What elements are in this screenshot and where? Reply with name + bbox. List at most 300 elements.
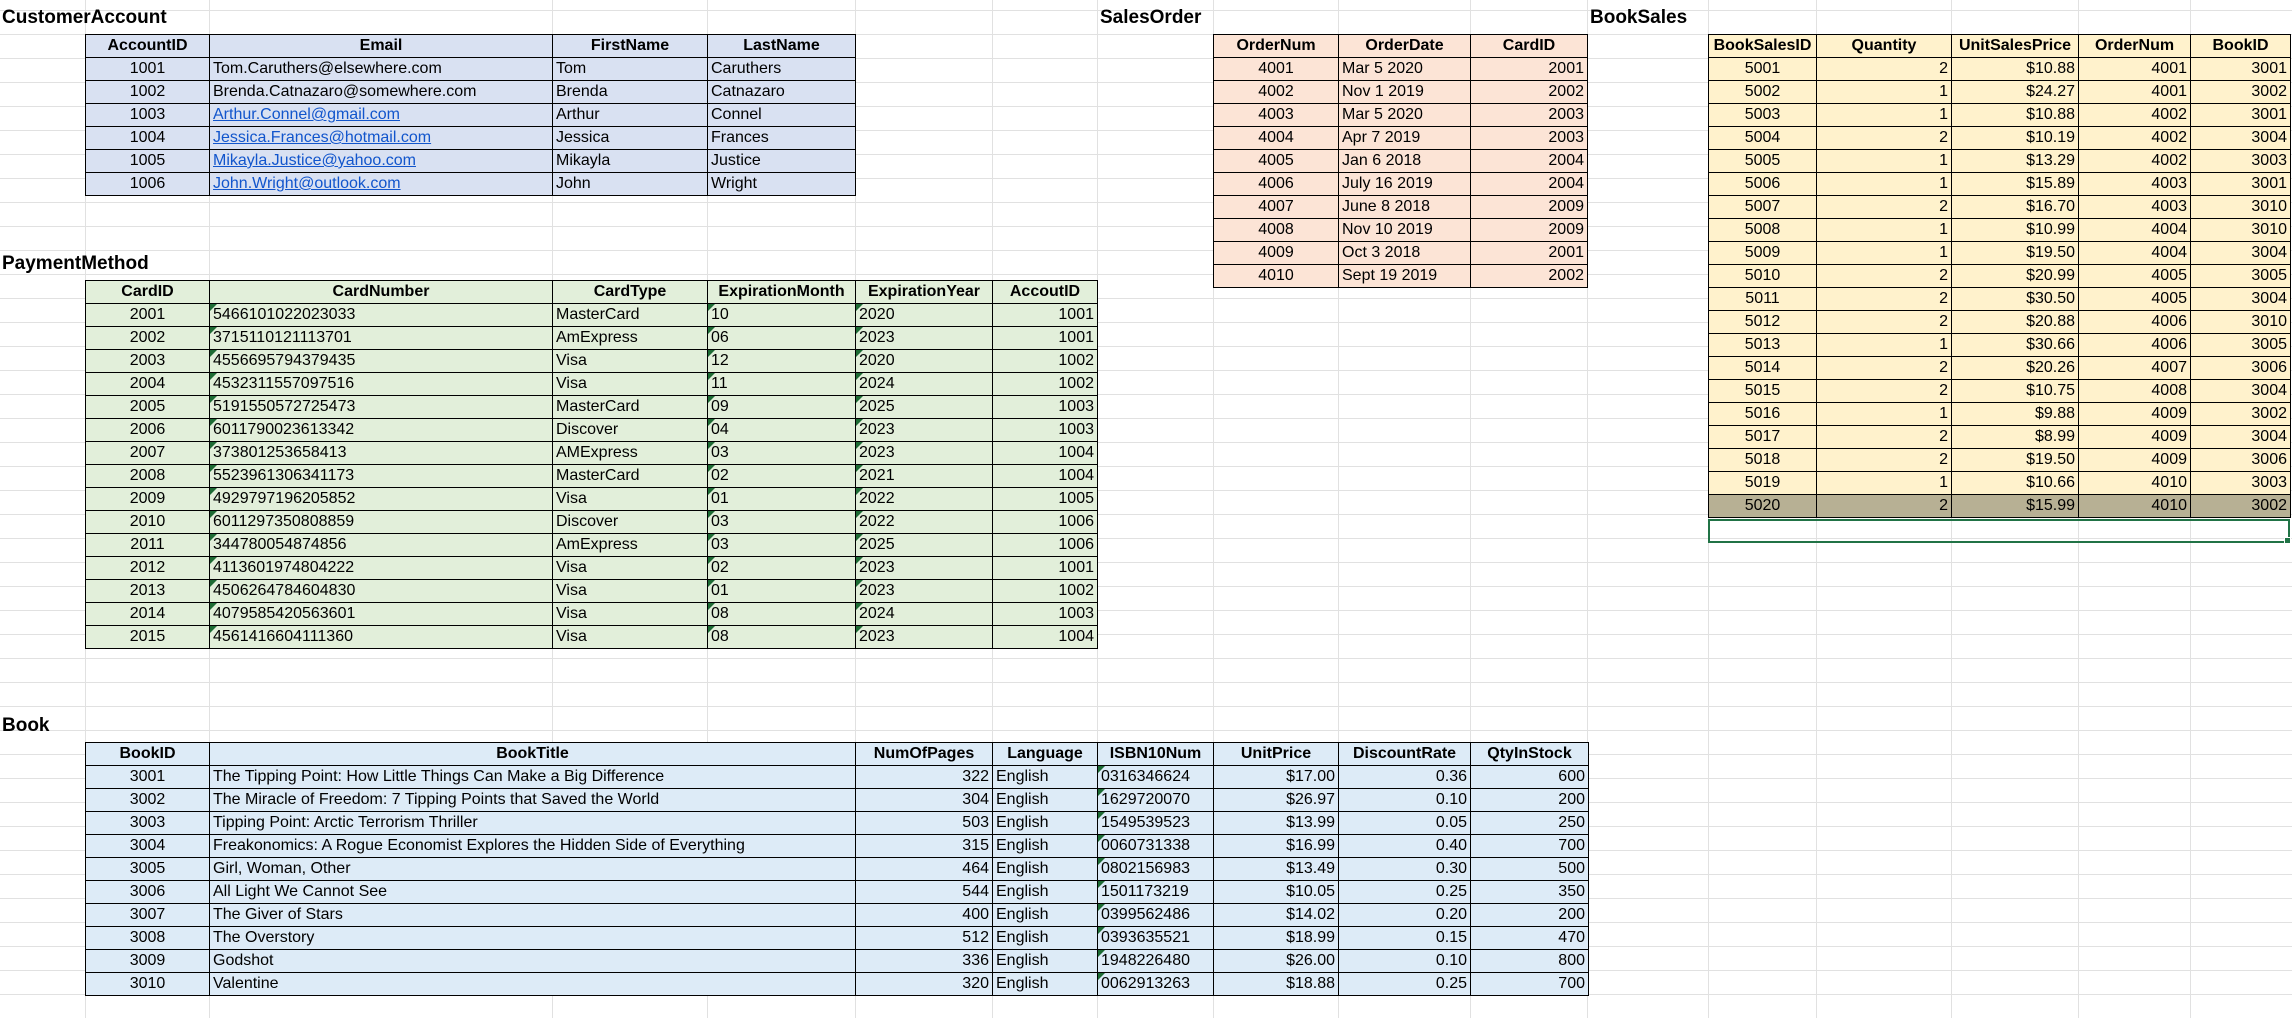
table-cell[interactable]: 3001 [2191, 173, 2291, 196]
table-cell[interactable]: 10 [708, 304, 856, 327]
table-cell[interactable]: 4556695794379435 [210, 350, 553, 373]
table-cell[interactable]: 1001 [993, 304, 1098, 327]
table-cell[interactable]: 5017 [1709, 426, 1817, 449]
table-cell[interactable]: 2015 [86, 626, 210, 649]
table-cell[interactable]: 03 [708, 534, 856, 557]
table-cell[interactable]: 2013 [86, 580, 210, 603]
table-cell[interactable]: $14.02 [1214, 904, 1339, 927]
table-cell[interactable]: 4007 [1214, 196, 1339, 219]
table-cell[interactable]: 0.15 [1339, 927, 1471, 950]
table-cell[interactable]: Caruthers [708, 58, 856, 81]
table-cell[interactable]: 5012 [1709, 311, 1817, 334]
table-cell[interactable]: 4007 [2079, 357, 2191, 380]
email-link[interactable]: Arthur.Connel@gmail.com [210, 104, 553, 127]
table-cell[interactable]: 4005 [2079, 288, 2191, 311]
table-cell[interactable]: 373801253658413 [210, 442, 553, 465]
table-cell[interactable]: 1549539523 [1098, 812, 1214, 835]
table-cell[interactable]: John [553, 173, 708, 196]
table-cell[interactable]: AmExpress [553, 327, 708, 350]
table-cell[interactable]: 2001 [1471, 58, 1588, 81]
table-cell[interactable]: 1002 [993, 350, 1098, 373]
table-cell[interactable]: $13.49 [1214, 858, 1339, 881]
table-cell[interactable]: 1006 [993, 534, 1098, 557]
table-cell[interactable]: 5016 [1709, 403, 1817, 426]
table-cell[interactable]: 2006 [86, 419, 210, 442]
payment-method-table[interactable] [85, 280, 1098, 649]
table-cell[interactable]: 4010 [2079, 472, 2191, 495]
table-cell[interactable]: 2023 [856, 557, 993, 580]
table-cell[interactable]: The Giver of Stars [210, 904, 856, 927]
table-cell[interactable]: 08 [708, 603, 856, 626]
table-cell[interactable]: 5002 [1709, 81, 1817, 104]
table-cell[interactable]: 3004 [2191, 426, 2291, 449]
table-cell[interactable]: 1 [1817, 242, 1952, 265]
table-cell[interactable]: MasterCard [553, 304, 708, 327]
table-cell[interactable]: 2 [1817, 196, 1952, 219]
book-column-header[interactable]: DiscountRate [1339, 743, 1471, 766]
table-cell[interactable]: 6011790023613342 [210, 419, 553, 442]
book-column-header[interactable]: BookTitle [210, 743, 856, 766]
table-cell[interactable]: 3005 [2191, 334, 2291, 357]
table-cell[interactable]: July 16 2019 [1339, 173, 1471, 196]
table-cell[interactable]: Valentine [210, 973, 856, 996]
book-column-header[interactable]: BookID [86, 743, 210, 766]
table-cell[interactable]: 2023 [856, 442, 993, 465]
table-cell[interactable]: 1004 [993, 626, 1098, 649]
table-cell[interactable]: 5011 [1709, 288, 1817, 311]
table-cell[interactable]: AmExpress [553, 534, 708, 557]
table-cell[interactable]: $24.27 [1952, 81, 2079, 104]
table-cell[interactable]: 2002 [1471, 81, 1588, 104]
sales-order-column-header[interactable]: CardID [1471, 35, 1588, 58]
table-cell[interactable]: 2010 [86, 511, 210, 534]
table-cell[interactable]: Visa [553, 580, 708, 603]
table-cell[interactable]: 5013 [1709, 334, 1817, 357]
table-cell[interactable]: 3001 [2191, 104, 2291, 127]
table-cell[interactable]: Sept 19 2019 [1339, 265, 1471, 288]
table-cell[interactable]: 0.20 [1339, 904, 1471, 927]
book-sales-column-header[interactable]: UnitSalesPrice [1952, 35, 2079, 58]
table-cell[interactable]: English [993, 950, 1098, 973]
table-cell[interactable]: Visa [553, 557, 708, 580]
table-cell[interactable]: $26.97 [1214, 789, 1339, 812]
table-cell[interactable]: 1003 [993, 396, 1098, 419]
table-cell[interactable]: 2024 [856, 373, 993, 396]
table-cell[interactable]: $16.99 [1214, 835, 1339, 858]
table-cell[interactable]: 5005 [1709, 150, 1817, 173]
table-cell[interactable]: 0.05 [1339, 812, 1471, 835]
table-cell[interactable]: 0.36 [1339, 766, 1471, 789]
table-cell[interactable]: 1 [1817, 81, 1952, 104]
table-cell[interactable]: The Miracle of Freedom: 7 Tipping Points that Saved the World [210, 789, 856, 812]
payment-method-column-header[interactable]: ExpirationMonth [708, 281, 856, 304]
table-cell[interactable]: 02 [708, 465, 856, 488]
table-cell[interactable]: 11 [708, 373, 856, 396]
table-cell[interactable]: 1006 [993, 511, 1098, 534]
table-cell[interactable]: 1003 [993, 603, 1098, 626]
table-cell[interactable]: June 8 2018 [1339, 196, 1471, 219]
table-cell[interactable]: 0316346624 [1098, 766, 1214, 789]
table-cell[interactable]: English [993, 927, 1098, 950]
table-cell[interactable]: Visa [553, 626, 708, 649]
table-cell[interactable]: 3002 [2191, 81, 2291, 104]
book-column-header[interactable]: QtyInStock [1471, 743, 1589, 766]
table-cell[interactable]: All Light We Cannot See [210, 881, 856, 904]
table-cell[interactable]: 2004 [1471, 150, 1588, 173]
payment-method-column-header[interactable]: ExpirationYear [856, 281, 993, 304]
table-cell[interactable]: 5001 [1709, 58, 1817, 81]
table-cell[interactable]: 03 [708, 442, 856, 465]
table-cell[interactable]: English [993, 973, 1098, 996]
table-cell[interactable]: $15.99 [1952, 495, 2079, 518]
table-cell[interactable]: Nov 1 2019 [1339, 81, 1471, 104]
table-cell[interactable]: 02 [708, 557, 856, 580]
table-cell[interactable]: 4009 [2079, 426, 2191, 449]
table-cell[interactable]: 250 [1471, 812, 1589, 835]
table-cell[interactable]: 5015 [1709, 380, 1817, 403]
book-sales-column-header[interactable]: BookID [2191, 35, 2291, 58]
table-cell[interactable]: $17.00 [1214, 766, 1339, 789]
table-cell[interactable]: 4004 [2079, 242, 2191, 265]
book-sales-table[interactable] [1708, 34, 2291, 518]
table-cell[interactable]: 470 [1471, 927, 1589, 950]
table-cell[interactable]: 464 [856, 858, 993, 881]
table-cell[interactable]: Visa [553, 603, 708, 626]
table-cell[interactable]: 1006 [86, 173, 210, 196]
table-cell[interactable]: $19.50 [1952, 449, 2079, 472]
table-cell[interactable]: $10.05 [1214, 881, 1339, 904]
payment-method-column-header[interactable]: AccoutID [993, 281, 1098, 304]
table-cell[interactable]: 3001 [86, 766, 210, 789]
table-cell[interactable]: 01 [708, 580, 856, 603]
table-cell[interactable]: $30.50 [1952, 288, 2079, 311]
table-cell[interactable]: 2021 [856, 465, 993, 488]
table-cell[interactable]: 3006 [2191, 357, 2291, 380]
table-cell[interactable]: 2024 [856, 603, 993, 626]
table-cell[interactable]: 1001 [993, 557, 1098, 580]
table-cell[interactable]: 600 [1471, 766, 1589, 789]
table-cell[interactable]: $18.99 [1214, 927, 1339, 950]
table-cell[interactable]: The Overstory [210, 927, 856, 950]
table-cell[interactable]: 4079585420563601 [210, 603, 553, 626]
table-cell[interactable]: 1 [1817, 150, 1952, 173]
table-cell[interactable]: Visa [553, 373, 708, 396]
table-cell[interactable]: English [993, 789, 1098, 812]
table-cell[interactable]: $15.89 [1952, 173, 2079, 196]
table-cell[interactable]: 700 [1471, 835, 1589, 858]
table-cell[interactable]: $20.88 [1952, 311, 2079, 334]
email-link[interactable]: Jessica.Frances@hotmail.com [210, 127, 553, 150]
table-cell[interactable]: 4002 [2079, 150, 2191, 173]
table-cell[interactable]: 2 [1817, 495, 1952, 518]
table-cell[interactable]: 2003 [1471, 104, 1588, 127]
table-cell[interactable]: $20.26 [1952, 357, 2079, 380]
payment-method-column-header[interactable]: CardNumber [210, 281, 553, 304]
table-cell[interactable]: 2025 [856, 534, 993, 557]
table-cell[interactable]: 5009 [1709, 242, 1817, 265]
table-cell[interactable]: 1 [1817, 104, 1952, 127]
table-cell[interactable]: 1001 [86, 58, 210, 81]
table-cell[interactable]: 0802156983 [1098, 858, 1214, 881]
table-cell[interactable]: 2022 [856, 488, 993, 511]
table-cell[interactable]: 5007 [1709, 196, 1817, 219]
table-cell[interactable]: 2 [1817, 288, 1952, 311]
table-cell[interactable]: 1003 [86, 104, 210, 127]
table-cell[interactable]: 400 [856, 904, 993, 927]
table-cell[interactable]: 4532311557097516 [210, 373, 553, 396]
table-cell[interactable]: 6011297350808859 [210, 511, 553, 534]
table-cell[interactable]: 2 [1817, 449, 1952, 472]
table-cell[interactable]: 09 [708, 396, 856, 419]
table-cell[interactable]: 2003 [1471, 127, 1588, 150]
table-cell[interactable]: $19.50 [1952, 242, 2079, 265]
table-cell[interactable]: Mar 5 2020 [1339, 104, 1471, 127]
table-cell[interactable]: Justice [708, 150, 856, 173]
table-cell[interactable]: 2 [1817, 265, 1952, 288]
table-cell[interactable]: Connel [708, 104, 856, 127]
table-cell[interactable]: 4002 [2079, 127, 2191, 150]
customer-account-column-header[interactable]: Email [210, 35, 553, 58]
table-cell[interactable]: 1004 [86, 127, 210, 150]
table-cell[interactable]: 800 [1471, 950, 1589, 973]
table-cell[interactable]: 08 [708, 626, 856, 649]
book-column-header[interactable]: Language [993, 743, 1098, 766]
table-cell[interactable]: 4001 [1214, 58, 1339, 81]
table-cell[interactable]: 3010 [86, 973, 210, 996]
table-cell[interactable]: 4006 [1214, 173, 1339, 196]
table-cell[interactable]: Oct 3 2018 [1339, 242, 1471, 265]
table-cell[interactable]: 3003 [2191, 472, 2291, 495]
table-cell[interactable]: 2003 [86, 350, 210, 373]
table-cell[interactable]: 0060731338 [1098, 835, 1214, 858]
table-cell[interactable]: 2002 [86, 327, 210, 350]
table-cell[interactable]: 4008 [1214, 219, 1339, 242]
table-cell[interactable]: Brenda.Catnazaro@somewhere.com [210, 81, 553, 104]
table-cell[interactable]: 4004 [1214, 127, 1339, 150]
table-cell[interactable]: 4113601974804222 [210, 557, 553, 580]
table-cell[interactable]: Tom [553, 58, 708, 81]
table-cell[interactable]: $10.88 [1952, 58, 2079, 81]
table-cell[interactable]: 304 [856, 789, 993, 812]
table-cell[interactable]: 01 [708, 488, 856, 511]
customer-account-column-header[interactable]: AccountID [86, 35, 210, 58]
table-cell[interactable]: 1003 [993, 419, 1098, 442]
table-cell[interactable]: 3002 [86, 789, 210, 812]
table-cell[interactable]: 1948226480 [1098, 950, 1214, 973]
table-cell[interactable]: 322 [856, 766, 993, 789]
table-cell[interactable]: 3010 [2191, 311, 2291, 334]
table-cell[interactable]: 2 [1817, 426, 1952, 449]
table-cell[interactable]: 3004 [2191, 242, 2291, 265]
table-cell[interactable]: 5010 [1709, 265, 1817, 288]
book-column-header[interactable]: ISBN10Num [1098, 743, 1214, 766]
table-cell[interactable]: 4008 [2079, 380, 2191, 403]
table-cell[interactable]: Freakonomics: A Rogue Economist Explores the Hidden Side of Everything [210, 835, 856, 858]
table-cell[interactable]: 2023 [856, 327, 993, 350]
table-cell[interactable]: 0062913263 [1098, 973, 1214, 996]
table-cell[interactable]: $10.75 [1952, 380, 2079, 403]
table-cell[interactable]: 4003 [2079, 196, 2191, 219]
table-cell[interactable]: 1002 [993, 580, 1098, 603]
table-cell[interactable]: 5523961306341173 [210, 465, 553, 488]
table-cell[interactable]: 5006 [1709, 173, 1817, 196]
table-cell[interactable]: Frances [708, 127, 856, 150]
table-cell[interactable]: Arthur [553, 104, 708, 127]
table-cell[interactable]: $10.88 [1952, 104, 2079, 127]
table-cell[interactable]: 1005 [993, 488, 1098, 511]
table-cell[interactable]: 2009 [1471, 196, 1588, 219]
table-cell[interactable]: 0.30 [1339, 858, 1471, 881]
book-sales-column-header[interactable]: BookSalesID [1709, 35, 1817, 58]
table-cell[interactable]: 0393635521 [1098, 927, 1214, 950]
table-cell[interactable]: 5004 [1709, 127, 1817, 150]
table-cell[interactable]: Mar 5 2020 [1339, 58, 1471, 81]
table-cell[interactable]: 5020 [1709, 495, 1817, 518]
table-cell[interactable]: 2025 [856, 396, 993, 419]
table-cell[interactable]: 3006 [2191, 449, 2291, 472]
table-cell[interactable]: 2022 [856, 511, 993, 534]
table-cell[interactable]: 5018 [1709, 449, 1817, 472]
table-cell[interactable]: 5191550572725473 [210, 396, 553, 419]
table-cell[interactable]: 3007 [86, 904, 210, 927]
table-cell[interactable]: 4006 [2079, 334, 2191, 357]
table-cell[interactable]: 1004 [993, 465, 1098, 488]
table-cell[interactable]: 3715110121113701 [210, 327, 553, 350]
table-cell[interactable]: $10.19 [1952, 127, 2079, 150]
email-link[interactable]: Mikayla.Justice@yahoo.com [210, 150, 553, 173]
table-cell[interactable]: 700 [1471, 973, 1589, 996]
table-cell[interactable]: Nov 10 2019 [1339, 219, 1471, 242]
email-link[interactable]: John.Wright@outlook.com [210, 173, 553, 196]
table-cell[interactable]: 1 [1817, 472, 1952, 495]
sales-order-table[interactable] [1213, 34, 1588, 288]
table-cell[interactable]: MasterCard [553, 465, 708, 488]
payment-method-column-header[interactable]: CardType [553, 281, 708, 304]
table-cell[interactable]: 350 [1471, 881, 1589, 904]
table-cell[interactable]: $10.99 [1952, 219, 2079, 242]
table-cell[interactable]: 1501173219 [1098, 881, 1214, 904]
table-cell[interactable]: 3001 [2191, 58, 2291, 81]
table-cell[interactable]: 1001 [993, 327, 1098, 350]
table-cell[interactable]: 336 [856, 950, 993, 973]
table-cell[interactable]: 1 [1817, 334, 1952, 357]
table-cell[interactable]: $10.66 [1952, 472, 2079, 495]
table-cell[interactable]: $18.88 [1214, 973, 1339, 996]
table-cell[interactable]: 3008 [86, 927, 210, 950]
table-cell[interactable]: 512 [856, 927, 993, 950]
table-cell[interactable]: Brenda [553, 81, 708, 104]
table-cell[interactable]: Jessica [553, 127, 708, 150]
table-cell[interactable]: 3004 [86, 835, 210, 858]
table-cell[interactable]: 03 [708, 511, 856, 534]
table-cell[interactable]: 4010 [1214, 265, 1339, 288]
book-sales-column-header[interactable]: Quantity [1817, 35, 1952, 58]
table-cell[interactable]: 4929797196205852 [210, 488, 553, 511]
table-cell[interactable]: $9.88 [1952, 403, 2079, 426]
table-cell[interactable]: 0.40 [1339, 835, 1471, 858]
sales-order-column-header[interactable]: OrderNum [1214, 35, 1339, 58]
table-cell[interactable]: 2004 [1471, 173, 1588, 196]
table-cell[interactable]: 3004 [2191, 380, 2291, 403]
table-cell[interactable]: 3003 [86, 812, 210, 835]
table-cell[interactable]: 2023 [856, 580, 993, 603]
table-cell[interactable]: 3004 [2191, 288, 2291, 311]
table-cell[interactable]: 3010 [2191, 196, 2291, 219]
table-cell[interactable]: English [993, 766, 1098, 789]
table-cell[interactable]: 4561416604111360 [210, 626, 553, 649]
table-cell[interactable]: 2 [1817, 357, 1952, 380]
table-cell[interactable]: 4003 [1214, 104, 1339, 127]
table-cell[interactable]: 5466101022023033 [210, 304, 553, 327]
table-cell[interactable]: Discover [553, 511, 708, 534]
table-cell[interactable]: 2 [1817, 58, 1952, 81]
table-cell[interactable]: 2009 [86, 488, 210, 511]
table-cell[interactable]: 5019 [1709, 472, 1817, 495]
table-cell[interactable]: 4009 [2079, 449, 2191, 472]
table-cell[interactable]: 2020 [856, 350, 993, 373]
book-sales-column-header[interactable]: OrderNum [2079, 35, 2191, 58]
table-cell[interactable]: 2023 [856, 419, 993, 442]
table-cell[interactable]: 04 [708, 419, 856, 442]
table-cell[interactable]: 0.10 [1339, 950, 1471, 973]
fill-handle[interactable] [2284, 537, 2291, 544]
table-cell[interactable]: 0.25 [1339, 973, 1471, 996]
table-cell[interactable]: 1004 [993, 442, 1098, 465]
customer-account-column-header[interactable]: LastName [708, 35, 856, 58]
table-cell[interactable]: 0399562486 [1098, 904, 1214, 927]
table-cell[interactable]: 1 [1817, 219, 1952, 242]
table-cell[interactable]: English [993, 881, 1098, 904]
table-cell[interactable]: 4506264784604830 [210, 580, 553, 603]
table-cell[interactable]: 2011 [86, 534, 210, 557]
table-cell[interactable]: 3004 [2191, 127, 2291, 150]
table-cell[interactable]: Mikayla [553, 150, 708, 173]
table-cell[interactable]: 4004 [2079, 219, 2191, 242]
table-cell[interactable]: 3005 [2191, 265, 2291, 288]
table-cell[interactable]: 2004 [86, 373, 210, 396]
table-cell[interactable]: 2 [1817, 311, 1952, 334]
table-cell[interactable]: 4001 [2079, 58, 2191, 81]
table-cell[interactable]: 2020 [856, 304, 993, 327]
table-cell[interactable]: $30.66 [1952, 334, 2079, 357]
table-cell[interactable]: 4005 [1214, 150, 1339, 173]
table-cell[interactable]: 2023 [856, 626, 993, 649]
table-cell[interactable]: MasterCard [553, 396, 708, 419]
book-column-header[interactable]: NumOfPages [856, 743, 993, 766]
table-cell[interactable]: 4006 [2079, 311, 2191, 334]
table-cell[interactable]: 4009 [1214, 242, 1339, 265]
table-cell[interactable]: Jan 6 2018 [1339, 150, 1471, 173]
table-cell[interactable]: 4005 [2079, 265, 2191, 288]
table-cell[interactable]: 344780054874856 [210, 534, 553, 557]
table-cell[interactable]: 1629720070 [1098, 789, 1214, 812]
table-cell[interactable]: 4002 [1214, 81, 1339, 104]
table-cell[interactable]: 2009 [1471, 219, 1588, 242]
table-cell[interactable]: 2005 [86, 396, 210, 419]
table-cell[interactable]: 2 [1817, 380, 1952, 403]
table-cell[interactable]: 1 [1817, 173, 1952, 196]
table-cell[interactable]: Godshot [210, 950, 856, 973]
table-cell[interactable]: English [993, 835, 1098, 858]
table-cell[interactable]: 4002 [2079, 104, 2191, 127]
table-cell[interactable]: 2012 [86, 557, 210, 580]
table-cell[interactable]: 3009 [86, 950, 210, 973]
table-cell[interactable]: 2008 [86, 465, 210, 488]
table-cell[interactable]: 503 [856, 812, 993, 835]
table-cell[interactable]: Visa [553, 350, 708, 373]
table-cell[interactable]: English [993, 858, 1098, 881]
customer-account-column-header[interactable]: FirstName [553, 35, 708, 58]
